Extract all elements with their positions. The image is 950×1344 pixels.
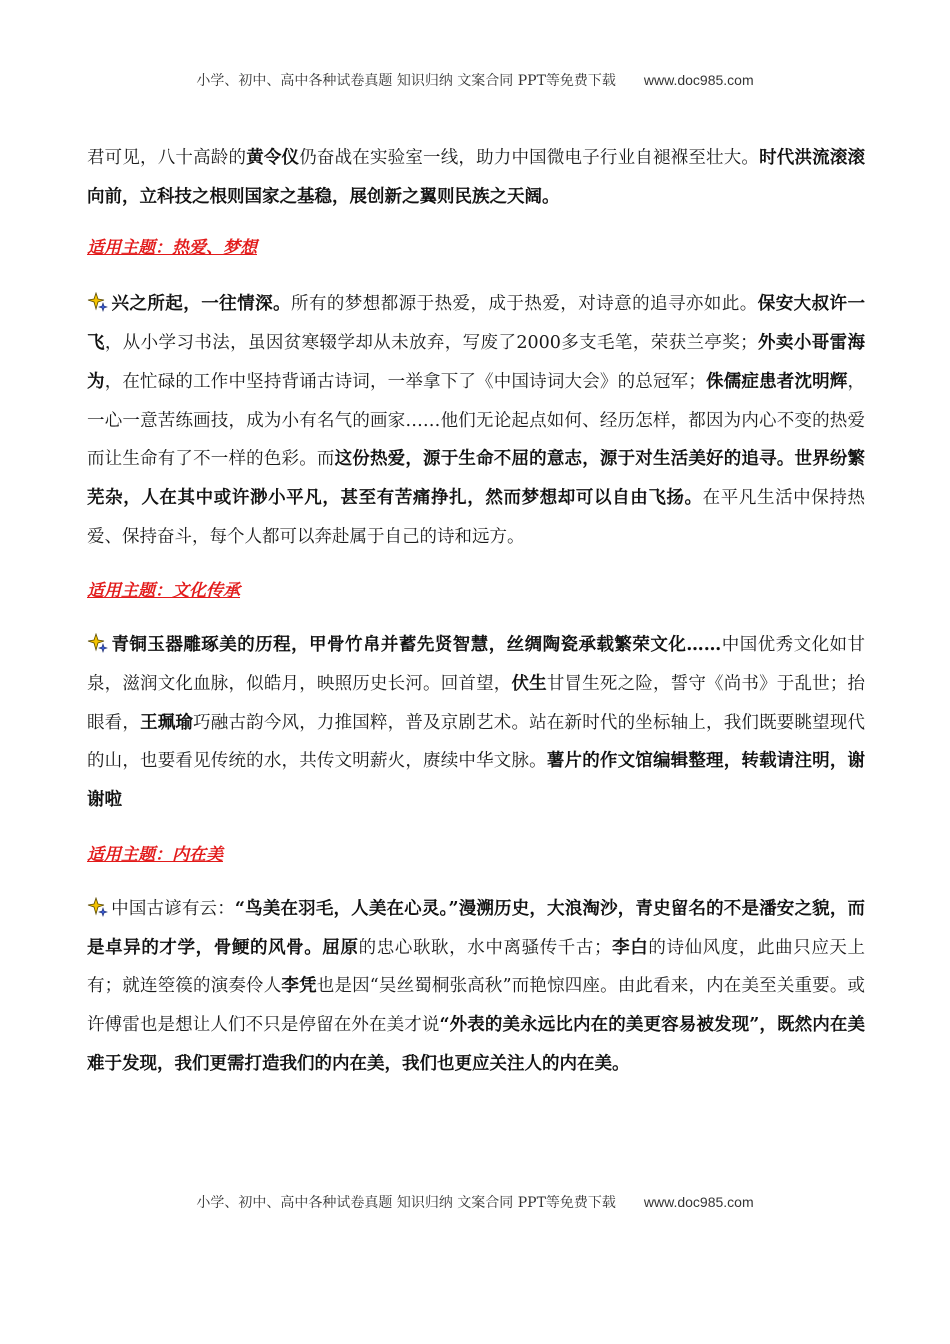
footer-site: www.doc985.com [643, 1194, 754, 1210]
page-footer [0, 1192, 950, 1212]
s1-bold-5: 这份热爱，源于生命不屈的意志，源于对生活美好的追寻。世界纷繁芜杂，人在其中或许渺小平凡，甚至有苦痛挣扎，然而梦想却可以自由飞扬。 [87, 449, 866, 508]
footer-text: 小学、初中、高中各种试卷真题 知识归纳 文案合同 PPT等免费下载 [196, 1195, 616, 1211]
s3-bold-5: “外表的美永远比内在的美更容易被发现”，既然内在美难于发现，我们更需打造我们的内在美，我们也更应关注人的内在美。 [87, 1014, 865, 1074]
document-body [87, 139, 865, 1083]
section-paragraph-culture [87, 626, 865, 820]
s1-text-4: ，一心一意苦练画技，成为小有名气的画家……他们无论起点如何、经历怎样，都因为内心不变的热爱而让生命有了不一样的色彩。而 [87, 371, 866, 470]
s2-bold-1: 青铜玉器雕琢美的历程，甲骨竹帛并蓄先贤智慧，丝绸陶瓷承载繁荣文化…… [111, 635, 722, 656]
sparkle-icon [87, 292, 109, 312]
s3-bold-3: 李白 [611, 937, 649, 958]
s2-text-2: 甘冒生死之险，誓守《尚书》于乱世；抬眼看， [87, 674, 866, 733]
section-paragraph-inner-beauty [87, 890, 865, 1084]
s1-text-2: ，从小学习书法，虽因贫寒辍学却从未放弃，写废了2000多支毛笔，荣获兰亭奖； [104, 333, 758, 354]
header-site: www.doc985.com [643, 72, 754, 88]
sparkle-icon [87, 897, 109, 917]
s1-bold-1: 兴之所起，一往情深。 [111, 294, 291, 315]
intro-bold-2: 时代洪流滚滚向前，立科技之根则国家之基稳，展创新之翼则民族之天阔。 [87, 148, 866, 207]
s1-text-1: 所有的梦想都源于热爱，成于热爱，对诗意的追寻亦如此。 [290, 294, 758, 315]
intro-bold-1: 黄令仪 [246, 148, 300, 168]
s2-bold-2: 伏生 [511, 674, 547, 695]
s3-text-1: 中国古谚有云： [111, 898, 235, 919]
section-heading-inner-beauty: 适用主题：内在美 [87, 844, 223, 865]
header-text: 小学、初中、高中各种试卷真题 知识归纳 文案合同 PPT等免费下载 [196, 73, 616, 89]
section-heading-love-dream: 适用主题：热爱、梦想 [87, 238, 257, 259]
s1-bold-4: 侏儒症患者沈明辉 [705, 371, 848, 392]
intro-text-2: 仍奋战在实验室一线，助力中国微电子行业自褪褓至壮大。 [299, 148, 760, 168]
s3-bold-4: 李凭 [281, 976, 317, 997]
s1-bold-2: 保安大叔许一飞 [87, 294, 866, 354]
intro-text-1: 君可见，八十高龄的 [87, 148, 247, 168]
s2-bold-3: 王珮瑜 [140, 712, 194, 733]
s3-text-2: 的忠心耿耿，水中离骚传千古； [358, 937, 612, 958]
intro-paragraph [87, 139, 865, 216]
s1-text-5: 在平凡生活中保持热爱、保持奋斗，每个人都可以奔赴属于自己的诗和远方。 [87, 487, 865, 547]
sparkle-icon [87, 633, 109, 653]
s2-text-3: 巧融古韵今风，力推国粹，普及京剧艺术。站在新时代的坐标轴上，我们既要眺望现代的山，也要看见传统的水，共传文明薪火，赓续中华文脉。 [87, 712, 866, 772]
s2-text-1: 中国优秀文化如甘泉，滋润文化血脉，似皓月，映照历史长河。回首望， [87, 635, 866, 695]
section-heading-culture: 适用主题：文化传承 [87, 581, 240, 602]
s3-text-4: 也是因“吴丝蜀桐张高秋”而艳惊四座。由此看来，内在美至关重要。或许傅雷也是想让人们不只是停留在外在美才说 [87, 976, 866, 1035]
page-header [0, 70, 950, 90]
s2-bold-4: 薯片的作文馆编辑整理，转载请注明，谢谢啦 [87, 751, 866, 811]
s3-bold-2: 屈原 [322, 937, 359, 958]
s1-text-3: ，在忙碌的工作中坚持背诵古诗词，一举拿下了《中国诗词大会》的总冠军； [104, 371, 706, 392]
s3-bold-1: “鸟美在羽毛，人美在心灵。”漫溯历史，大浪淘沙，青史留名的不是潘安之貌，而是卓异的才学，骨鲠的风骨。 [87, 898, 865, 958]
s3-text-3: 的诗仙风度，此曲只应天上有；就连箜篌的演奏伶人 [87, 937, 866, 997]
s1-bold-3: 外卖小哥雷海为 [87, 333, 865, 392]
section-paragraph-love-dream [87, 285, 865, 556]
